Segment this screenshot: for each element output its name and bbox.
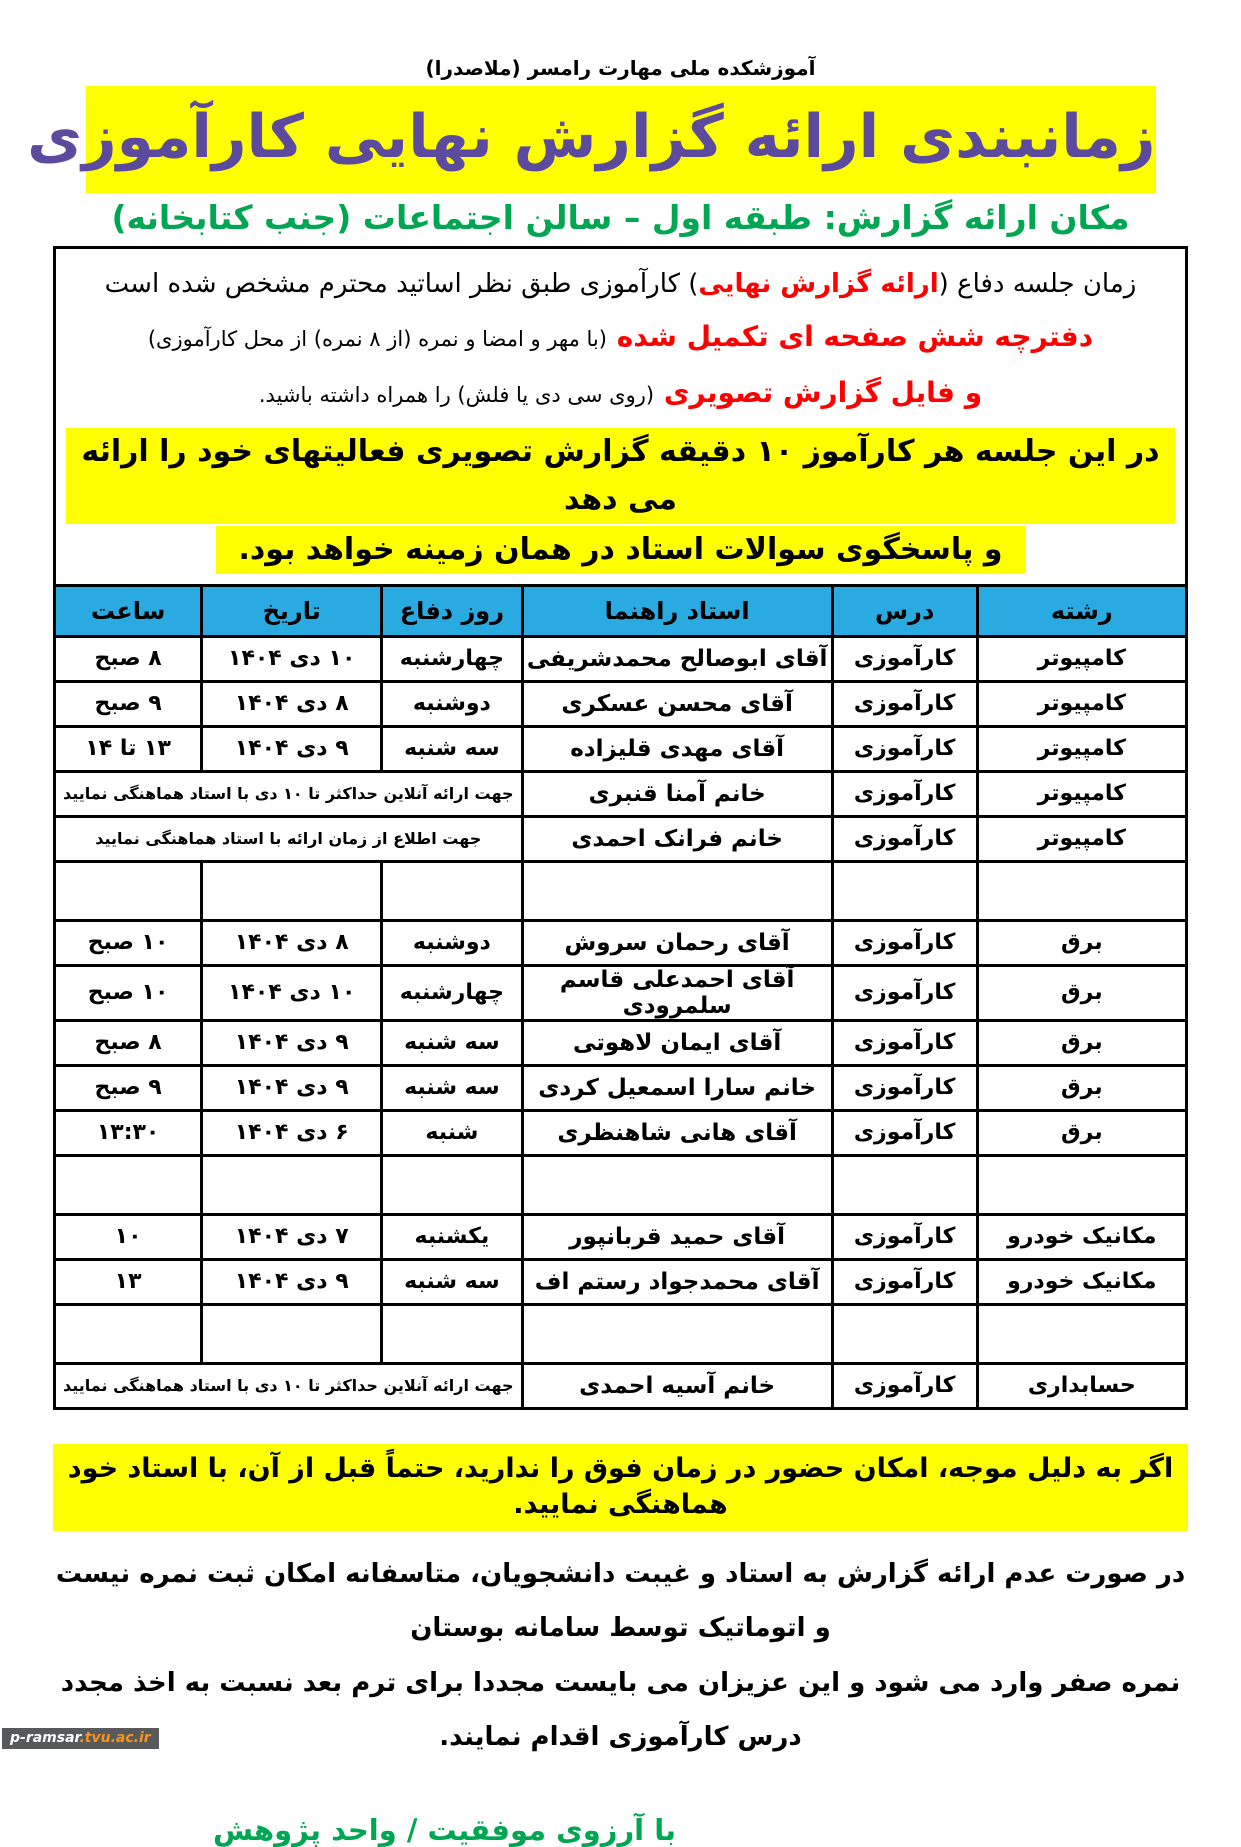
cell-professor: آقای محسن عسکری xyxy=(522,681,832,726)
cell-empty-day xyxy=(382,1155,522,1214)
info-line2-rest: (با مهر و امضا و نمره (از ۸ نمره) از محل کارآموزی) xyxy=(147,326,607,351)
info-line-media-file xyxy=(64,366,1177,419)
cell-course: کارآموزی xyxy=(832,636,977,681)
cell-field: کامپیوتر xyxy=(977,636,1186,681)
cell-field: کامپیوتر xyxy=(977,726,1186,771)
info-line-booklet xyxy=(64,308,1177,367)
cell-field: کامپیوتر xyxy=(977,816,1186,861)
warning-banner: اگر به دلیل موجه، امکان حضور در زمان فوق را ندارید، حتماً قبل از آن، با استاد خود هماهنگی نمایید. xyxy=(53,1444,1188,1531)
cell-day: سه شنبه xyxy=(382,1065,522,1110)
header-cell-date: تاریخ xyxy=(202,585,382,636)
cell-professor: خانم آسیه احمدی xyxy=(522,1363,832,1408)
cell-field: برق xyxy=(977,965,1186,1020)
table-header-row xyxy=(55,585,1187,636)
school-name: آموزشکده ملی مهارت رامسر (ملاصدرا) xyxy=(425,56,816,80)
cell-professor: آقای رحمان سروش xyxy=(522,920,832,965)
table-row xyxy=(55,636,1187,681)
table-row xyxy=(55,1065,1187,1110)
cell-time: ۱۳ تا ۱۴ xyxy=(55,726,202,771)
watermark-domain: .tvu.ac.ir xyxy=(79,1730,151,1746)
header-cell-field: رشته xyxy=(977,585,1186,636)
table-row xyxy=(55,1020,1187,1065)
cell-field: برق xyxy=(977,1110,1186,1155)
table-row xyxy=(55,1363,1187,1408)
cell-empty-day xyxy=(382,861,522,920)
page-title: زمانبندی ارائه گزارش نهایی کارآموزی xyxy=(86,86,1156,193)
table-row xyxy=(55,1259,1187,1304)
cell-professor: آقای محمدجواد رستم اف xyxy=(522,1259,832,1304)
cell-empty-date xyxy=(202,1304,382,1363)
cell-professor: خانم فرانک احمدی xyxy=(522,816,832,861)
info-line1-red-highlight: ارائه گزارش نهایی xyxy=(698,268,939,299)
cell-field: برق xyxy=(977,1020,1186,1065)
cell-date: ۶ دی ۱۴۰۴ xyxy=(202,1110,382,1155)
table-empty-row xyxy=(55,861,1187,920)
cell-time: ۱۳ xyxy=(55,1259,202,1304)
cell-professor: آقای حمید قربانپور xyxy=(522,1214,832,1259)
header-cell-course: درس xyxy=(832,585,977,636)
cell-field: برق xyxy=(977,1065,1186,1110)
cell-coordination-note: جهت ارائه آنلاین حداکثر تا ۱۰ دی با استاد هماهنگی نمایید xyxy=(55,771,523,816)
cell-day: چهارشنبه xyxy=(382,636,522,681)
cell-day: دوشنبه xyxy=(382,920,522,965)
cell-course: کارآموزی xyxy=(832,681,977,726)
cell-date: ۹ دی ۱۴۰۴ xyxy=(202,1065,382,1110)
watermark-site-name: p-ramsar xyxy=(10,1730,80,1746)
cell-empty-time xyxy=(55,861,202,920)
cell-course: کارآموزی xyxy=(832,1363,977,1408)
table-body xyxy=(55,636,1187,1408)
cell-empty-professor xyxy=(522,1304,832,1363)
cell-professor: خانم آمنا قنبری xyxy=(522,771,832,816)
header-cell-professor: استاد راهنما xyxy=(522,585,832,636)
cell-time: ۹ صبح xyxy=(55,1065,202,1110)
info-line2-red-highlight: دفترچه شش صفحه ای تکمیل شده xyxy=(606,319,1094,353)
cell-field: کامپیوتر xyxy=(977,771,1186,816)
cell-professor: آقای احمدعلی قاسم سلمرودی xyxy=(522,965,832,1020)
cell-day: یکشنبه xyxy=(382,1214,522,1259)
cell-empty-date xyxy=(202,861,382,920)
info-box xyxy=(53,246,1188,584)
cell-empty-professor xyxy=(522,1155,832,1214)
absence-note-line2: نمره صفر وارد می شود و این عزیزان می بایست مجددا برای ترم بعد نسبت به اخذ مجدد درس کارآموزی اقدام نمایند. xyxy=(60,1667,1181,1753)
cell-day: شنبه xyxy=(382,1110,522,1155)
absence-note xyxy=(53,1547,1188,1765)
table-row xyxy=(55,771,1187,816)
cell-course: کارآموزی xyxy=(832,816,977,861)
cell-time: ۱۰ صبح xyxy=(55,920,202,965)
cell-professor: خانم سارا اسمعیل کردی xyxy=(522,1065,832,1110)
cell-professor: آقای مهدی قلیزاده xyxy=(522,726,832,771)
cell-empty-professor xyxy=(522,861,832,920)
absence-note-line1: در صورت عدم ارائه گزارش به استاد و غیبت دانشجویان، متاسفانه امکان ثبت نمره نیست و اتوماتیک توسط سامانه بوستان xyxy=(55,1558,1186,1644)
cell-time: ۹ صبح xyxy=(55,681,202,726)
header-cell-time: ساعت xyxy=(55,585,202,636)
cell-day: دوشنبه xyxy=(382,681,522,726)
cell-course: کارآموزی xyxy=(832,1259,977,1304)
table-row xyxy=(55,681,1187,726)
cell-day: سه شنبه xyxy=(382,1020,522,1065)
cell-empty-course xyxy=(832,1304,977,1363)
presentation-statement-line2: و پاسخگوی سوالات استاد در همان زمینه خواهد بود. xyxy=(216,526,1024,574)
info-line1-prefix: زمان جلسه دفاع ( xyxy=(938,268,1137,299)
cell-empty-field xyxy=(977,1155,1186,1214)
cell-time: ۱۰ xyxy=(55,1214,202,1259)
info-line-defense-time xyxy=(64,261,1177,308)
cell-course: کارآموزی xyxy=(832,771,977,816)
cell-professor: آقای هانی شاهنظری xyxy=(522,1110,832,1155)
table-row xyxy=(55,726,1187,771)
cell-date: ۸ دی ۱۴۰۴ xyxy=(202,681,382,726)
cell-time: ۱۳:۳۰ xyxy=(55,1110,202,1155)
cell-empty-course xyxy=(832,1155,977,1214)
cell-field: مکانیک خودرو xyxy=(977,1214,1186,1259)
cell-course: کارآموزی xyxy=(832,1110,977,1155)
table-empty-row xyxy=(55,1304,1187,1363)
cell-day: چهارشنبه xyxy=(382,965,522,1020)
presentation-statement xyxy=(64,428,1177,574)
cell-professor: آقای ایمان لاهوتی xyxy=(522,1020,832,1065)
table-row xyxy=(55,1110,1187,1155)
cell-course: کارآموزی xyxy=(832,1214,977,1259)
cell-date: ۹ دی ۱۴۰۴ xyxy=(202,1020,382,1065)
cell-date: ۹ دی ۱۴۰۴ xyxy=(202,726,382,771)
cell-coordination-note: جهت ارائه آنلاین حداکثر تا ۱۰ دی با استاد هماهنگی نمایید xyxy=(55,1363,523,1408)
cell-time: ۸ صبح xyxy=(55,1020,202,1065)
cell-date: ۹ دی ۱۴۰۴ xyxy=(202,1259,382,1304)
cell-empty-date xyxy=(202,1155,382,1214)
cell-day: سه شنبه xyxy=(382,1259,522,1304)
cell-empty-field xyxy=(977,861,1186,920)
presentation-statement-line1: در این جلسه هر کارآموز ۱۰ دقیقه گزارش تصویری فعالیتهای خود را ارائه می دهد xyxy=(66,428,1175,524)
cell-time: ۸ صبح xyxy=(55,636,202,681)
cell-field: مکانیک خودرو xyxy=(977,1259,1186,1304)
location-line: مکان ارائه گزارش: طبقه اول – سالن اجتماعات (جنب کتابخانه) xyxy=(111,198,1130,237)
info-line3-rest: (روی سی دی یا فلش) را همراه داشته باشید. xyxy=(258,383,655,408)
table-row xyxy=(55,965,1187,1020)
cell-professor: آقای ابوصالح محمدشریفی xyxy=(522,636,832,681)
cell-empty-field xyxy=(977,1304,1186,1363)
header-cell-day: روز دفاع xyxy=(382,585,522,636)
cell-course: کارآموزی xyxy=(832,1065,977,1110)
cell-date: ۷ دی ۱۴۰۴ xyxy=(202,1214,382,1259)
watermark xyxy=(2,1728,159,1749)
cell-course: کارآموزی xyxy=(832,726,977,771)
cell-day: سه شنبه xyxy=(382,726,522,771)
cell-field: حسابداری xyxy=(977,1363,1186,1408)
table-row xyxy=(55,816,1187,861)
cell-field: کامپیوتر xyxy=(977,681,1186,726)
cell-date: ۱۰ دی ۱۴۰۴ xyxy=(202,636,382,681)
cell-course: کارآموزی xyxy=(832,920,977,965)
table-empty-row xyxy=(55,1155,1187,1214)
signoff: با آرزوی موفقیت / واحد پژوهش xyxy=(213,1812,676,1847)
cell-coordination-note: جهت اطلاع از زمان ارائه با استاد هماهنگی نمایید xyxy=(55,816,523,861)
cell-time: ۱۰ صبح xyxy=(55,965,202,1020)
cell-date: ۱۰ دی ۱۴۰۴ xyxy=(202,965,382,1020)
cell-date: ۸ دی ۱۴۰۴ xyxy=(202,920,382,965)
cell-empty-course xyxy=(832,861,977,920)
cell-field: برق xyxy=(977,920,1186,965)
table-row xyxy=(55,920,1187,965)
cell-empty-time xyxy=(55,1304,202,1363)
table-row xyxy=(55,1214,1187,1259)
cell-course: کارآموزی xyxy=(832,965,977,1020)
cell-course: کارآموزی xyxy=(832,1020,977,1065)
cell-empty-time xyxy=(55,1155,202,1214)
info-line1-suffix: ) کارآموزی طبق نظر اساتید محترم مشخص شده است xyxy=(104,268,699,299)
schedule-table xyxy=(53,584,1188,1410)
cell-empty-day xyxy=(382,1304,522,1363)
info-line3-red-highlight: و فایل گزارش تصویری xyxy=(654,376,983,410)
